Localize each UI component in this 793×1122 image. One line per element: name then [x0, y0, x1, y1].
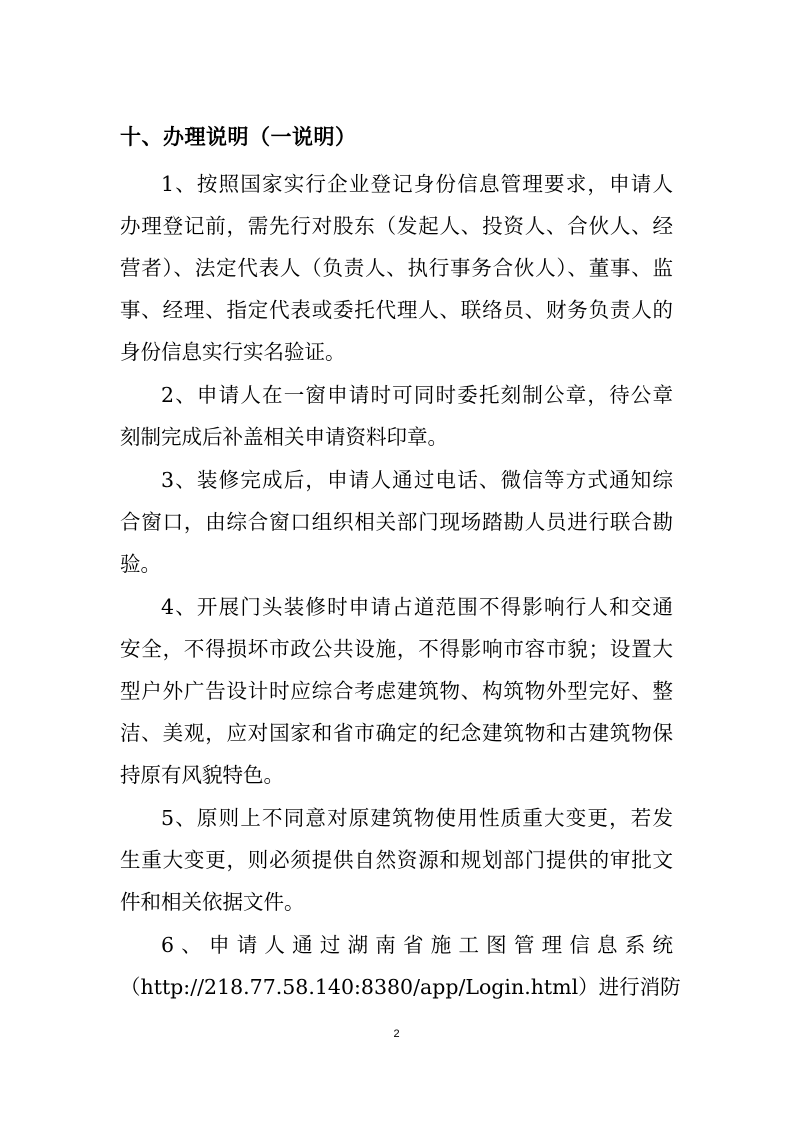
paragraph-line: 6、申请人通过湖南省施工图管理信息系统: [161, 933, 673, 957]
paragraph-line: 持原有风貌特色。: [120, 763, 284, 787]
section-heading: 十、办理说明（一说明）: [120, 125, 357, 149]
paragraph-line: 合窗口，由综合窗口组织相关部门现场踏勘人员进行联合勘: [120, 510, 673, 534]
paragraph-line: 事、经理、指定代表或委托代理人、联络员、财务负责人的: [120, 298, 673, 322]
paragraph-line: （http://218.77.58.140:8380/app/Login.html）进行消防: [120, 975, 681, 999]
paragraph-line: 5、原则上不同意对原建筑物使用性质重大变更，若发: [161, 806, 673, 830]
page-number: 2: [393, 1028, 400, 1040]
paragraph-line: 洁、美观，应对国家和省市确定的纪念建筑物和古建筑物保: [120, 721, 673, 745]
paragraph-line: 件和相关依据文件。: [120, 890, 305, 914]
paragraph-line: 安全，不得损坏市政公共设施，不得影响市容市貌；设置大: [120, 637, 673, 661]
paragraph-line: 验。: [120, 552, 161, 576]
paragraph-line: 办理登记前，需先行对股东（发起人、投资人、合伙人、经: [120, 214, 673, 238]
paragraph-line: 营者）、法定代表人（负责人、执行事务合伙人）、董事、监: [120, 256, 673, 280]
paragraph-line: 刻制完成后补盖相关申请资料印章。: [120, 425, 448, 449]
paragraph-line: 型户外广告设计时应综合考虑建筑物、构筑物外型完好、整: [120, 679, 673, 703]
paragraph-line: 3、装修完成后，申请人通过电话、微信等方式通知综: [161, 468, 673, 492]
paragraph-line: 1、按照国家实行企业登记身份信息管理要求，申请人: [161, 172, 673, 196]
paragraph-line: 身份信息实行实名验证。: [120, 340, 346, 364]
paragraph-line: 4、开展门头装修时申请占道范围不得影响行人和交通: [161, 595, 673, 619]
paragraph-line: 2、申请人在一窗申请时可同时委托刻制公章，待公章: [161, 383, 673, 407]
paragraph-line: 生重大变更，则必须提供自然资源和规划部门提供的审批文: [120, 848, 673, 872]
